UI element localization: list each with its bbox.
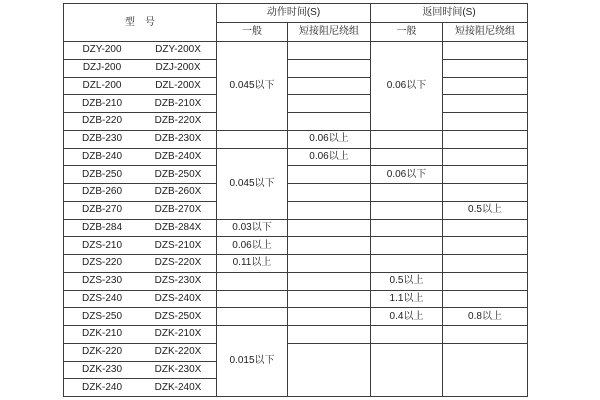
table-row <box>64 130 528 148</box>
cell-action-general <box>217 308 288 326</box>
cell-return-damped <box>443 272 528 290</box>
model-name: DZY-200 <box>82 44 122 56</box>
cell-model <box>64 95 217 113</box>
cell-model <box>64 255 217 273</box>
cell-model <box>64 361 217 379</box>
model-name: DZB-220 <box>81 115 122 127</box>
model-name: DZB-250 <box>81 168 122 180</box>
model-name: DZS-240X <box>154 292 202 304</box>
model-name: DZS-250 <box>81 310 122 322</box>
header-return-time: 返回时间(S) <box>371 4 528 23</box>
cell-model <box>64 219 217 237</box>
cell-action-damped <box>288 343 371 396</box>
cell-action-damped <box>288 95 371 113</box>
model-name: DZB-270X <box>154 204 202 216</box>
cell-model <box>64 166 217 184</box>
model-name: DZJ-200X <box>155 62 201 74</box>
cell-action-damped: 0.06以上 <box>288 148 371 166</box>
cell-action-general: 0.11以上 <box>217 255 288 273</box>
header-return-damped: 短接阻尼绕组 <box>443 23 528 42</box>
cell-action-damped <box>288 42 371 60</box>
table-row <box>64 59 528 77</box>
cell-model <box>64 148 217 166</box>
cell-return-damped <box>443 219 528 237</box>
model-name: DZS-210X <box>154 239 202 251</box>
cell-return-damped <box>443 59 528 77</box>
model-name: DZJ-200 <box>82 62 122 74</box>
cell-model <box>64 130 217 148</box>
model-name: DZK-220 <box>81 346 122 358</box>
cell-action-general <box>217 290 288 308</box>
cell-return-damped <box>443 148 528 166</box>
cell-model <box>64 272 217 290</box>
header-row-groups <box>64 4 528 23</box>
cell-model <box>64 343 217 361</box>
cell-action-damped: 0.06以上 <box>288 130 371 148</box>
model-name: DZK-240 <box>81 381 122 393</box>
cell-return-general <box>371 326 443 344</box>
table-row <box>64 148 528 166</box>
model-name: DZB-210 <box>81 97 122 109</box>
cell-return-damped <box>443 42 528 60</box>
model-name: DZS-220 <box>81 257 122 269</box>
cell-return-damped <box>443 77 528 95</box>
cell-action-damped <box>288 219 371 237</box>
cell-return-general <box>371 148 443 166</box>
cell-return-damped <box>443 95 528 113</box>
header-action-damped: 短接阻尼绕组 <box>288 23 371 42</box>
table-row <box>64 290 528 308</box>
table-row <box>64 95 528 113</box>
table-row <box>64 42 528 60</box>
cell-return-general: 1.1以上 <box>371 290 443 308</box>
cell-action-damped <box>288 166 371 184</box>
cell-model <box>64 308 217 326</box>
cell-action-damped <box>288 290 371 308</box>
table-row <box>64 255 528 273</box>
cell-return-damped <box>443 166 528 184</box>
header-model: 型 号 <box>64 4 217 42</box>
cell-return-damped <box>443 255 528 273</box>
header-action-general: 一般 <box>217 23 288 42</box>
table-row <box>64 113 528 131</box>
table-row <box>64 308 528 326</box>
model-name: DZS-250X <box>154 310 202 322</box>
cell-action-damped <box>288 184 371 202</box>
model-name: DZB-260X <box>154 186 202 198</box>
cell-action-general: 0.015以下 <box>217 326 288 397</box>
cell-action-general: 0.06以上 <box>217 237 288 255</box>
cell-model <box>64 113 217 131</box>
cell-action-damped <box>288 59 371 77</box>
cell-return-general: 0.4以上 <box>371 308 443 326</box>
model-name: DZS-210 <box>81 239 122 251</box>
cell-return-damped <box>443 290 528 308</box>
model-name: DZK-210 <box>81 328 122 340</box>
cell-model <box>64 201 217 219</box>
cell-return-general <box>371 343 443 396</box>
model-name: DZS-230 <box>81 275 122 287</box>
model-name: DZB-250X <box>154 168 202 180</box>
cell-action-damped <box>288 255 371 273</box>
model-name: DZB-210X <box>154 97 202 109</box>
model-name: DZB-230 <box>81 133 122 145</box>
cell-model <box>64 184 217 202</box>
table-row <box>64 343 528 361</box>
model-name: DZB-270 <box>81 204 122 216</box>
model-name: DZB-230X <box>154 133 202 145</box>
header-action-time: 动作时间(S) <box>217 4 371 23</box>
cell-return-damped: 0.5以上 <box>443 201 528 219</box>
cell-return-general: 0.06以下 <box>371 166 443 184</box>
model-name: DZS-240 <box>81 292 122 304</box>
model-name: DZB-284 <box>81 221 122 233</box>
cell-model <box>64 326 217 344</box>
cell-action-damped <box>288 272 371 290</box>
table-row <box>64 77 528 95</box>
cell-return-general <box>371 184 443 202</box>
table-header <box>64 4 528 42</box>
model-name: DZS-230X <box>154 275 202 287</box>
cell-action-damped <box>288 113 371 131</box>
cell-model <box>64 77 217 95</box>
cell-action-general <box>217 130 288 148</box>
cell-return-general <box>371 130 443 148</box>
model-name: DZK-240X <box>154 381 202 393</box>
cell-action-damped <box>288 201 371 219</box>
cell-return-general <box>371 255 443 273</box>
cell-action-damped <box>288 237 371 255</box>
model-name: DZK-230X <box>154 363 202 375</box>
cell-return-general <box>371 237 443 255</box>
table-row <box>64 219 528 237</box>
cell-action-general: 0.03以下 <box>217 219 288 237</box>
table-row <box>64 201 528 219</box>
table-row <box>64 237 528 255</box>
model-name: DZB-220X <box>154 115 202 127</box>
cell-return-general: 0.5以上 <box>371 272 443 290</box>
model-name: DZB-240 <box>81 150 122 162</box>
cell-model <box>64 59 217 77</box>
cell-action-damped <box>288 308 371 326</box>
model-name: DZK-230 <box>81 363 122 375</box>
cell-model <box>64 290 217 308</box>
model-name: DZK-220X <box>154 346 202 358</box>
model-name: DZY-200X <box>155 44 201 56</box>
cell-return-damped <box>443 237 528 255</box>
cell-return-damped <box>443 184 528 202</box>
cell-return-damped: 0.8以上 <box>443 308 528 326</box>
cell-action-damped <box>288 326 371 344</box>
cell-return-damped <box>443 130 528 148</box>
cell-model <box>64 237 217 255</box>
cell-model <box>64 42 217 60</box>
cell-return-damped <box>443 326 528 344</box>
cell-return-general <box>371 201 443 219</box>
cell-action-damped <box>288 77 371 95</box>
table-row <box>64 166 528 184</box>
model-name: DZL-200 <box>82 79 122 91</box>
cell-return-general <box>371 219 443 237</box>
model-name: DZB-260 <box>81 186 122 198</box>
cell-action-general <box>217 272 288 290</box>
header-return-general: 一般 <box>371 23 443 42</box>
relay-spec-table <box>63 3 528 397</box>
model-name: DZS-220X <box>154 257 202 269</box>
cell-model <box>64 379 217 397</box>
model-name: DZL-200X <box>155 79 201 91</box>
table-body <box>64 42 528 397</box>
cell-action-general: 0.045以下 <box>217 148 288 219</box>
table-row <box>64 184 528 202</box>
table-row <box>64 272 528 290</box>
cell-return-general: 0.06以下 <box>371 42 443 131</box>
cell-return-damped <box>443 343 528 396</box>
cell-action-general: 0.045以下 <box>217 42 288 131</box>
table-row <box>64 326 528 344</box>
cell-return-damped <box>443 113 528 131</box>
model-name: DZB-284X <box>154 221 202 233</box>
model-name: DZB-240X <box>154 150 202 162</box>
model-name: DZK-210X <box>154 328 202 340</box>
